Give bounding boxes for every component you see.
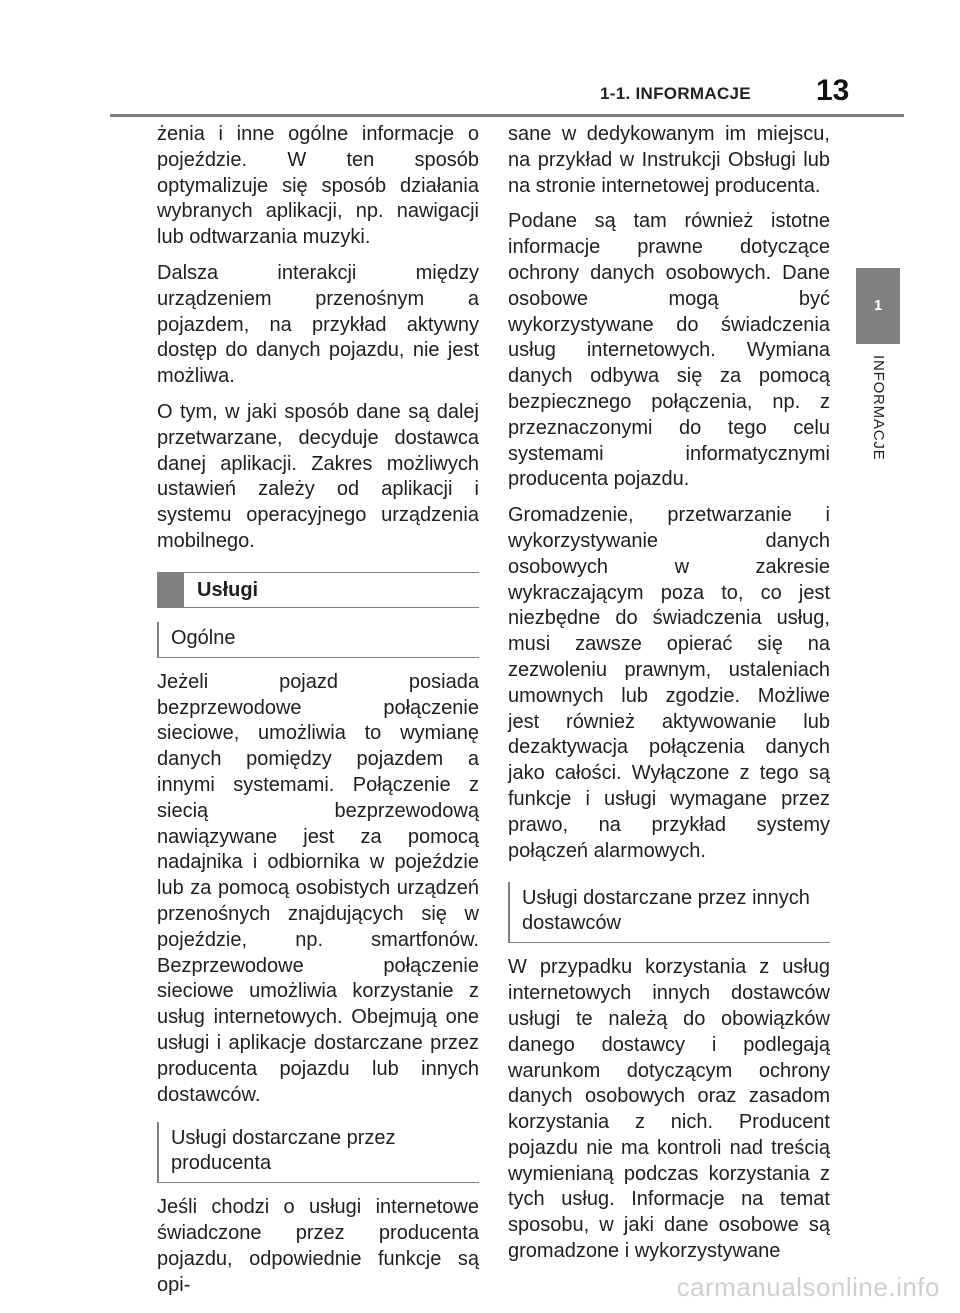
paragraph: Jeśli chodzi o usługi internetowe świadczone przez producenta pojazdu, odpowiednie funkcje są opi- xyxy=(157,1196,479,1296)
subheading: Ogólne xyxy=(157,622,479,658)
section-marker xyxy=(157,572,184,608)
chapter-tab xyxy=(856,268,900,344)
paragraph: O tym, w jaki sposób dane są dalej przetwarzane, decyduje dostawca danej aplikacji. Zakres możliwych ustawień zależy od aplikacji i systemu operacyjnego urządzenia mobilnego. xyxy=(157,400,479,552)
subheading: Usługi dostarczane przez innych dostawców xyxy=(508,882,830,943)
paragraph: sane w dedykowanym im miejscu, na przykład w Instrukcji Obsługi lub na stronie internetowej producenta. xyxy=(508,123,830,197)
chapter-label: INFORMACJE xyxy=(870,355,887,461)
header-divider xyxy=(110,114,904,117)
section-title: Usługi xyxy=(197,578,259,601)
paragraph: Jeżeli pojazd posiada bezprzewodowe połączenie sieciowe, umożliwia to wymianę danych pomiędzy pojazdem a innymi systemami. Połączenie z siecią bezprzewodową nawiązywane jest za pomocą nadajnika i odbiornika w pojeździe lub za pomocą osobistych urządzeń przenośnych znajdujących się w pojeździe, np. smartfonów. Bezprzewodowe połączenie sieciowe umożliwia korzystanie z usług internetowych. Obejmują one usługi i aplikacje dostarczane przez producenta pojazdu lub innych dostawców. xyxy=(157,670,479,1106)
right-column xyxy=(508,122,830,1265)
section-heading-bar xyxy=(157,572,479,608)
paragraph: Dalsza interakcji między urządzeniem przenośnym a pojazdem, na przykład aktywny dostęp do danych pojazdu, nie jest możliwa. xyxy=(157,261,479,388)
page-number: 13 xyxy=(816,74,850,107)
paragraph: żenia i inne ogólne informacje o pojeździe. W ten sposób optymalizuje się sposób działania wybranych aplikacji, np. nawigacji lub odtwarzania muzyki. xyxy=(157,123,479,249)
paragraph: Podane są tam również istotne informacje prawne dotyczące ochrony danych osobowych. Dane osobowe mogą być wykorzystywane do świadczenia usług internetowych. Wymiana danych odbywa się za pomocą bezpiecznego połączenia, np. z przeznaczonymi do tego celu systemami informatycznymi producenta pojazdu. xyxy=(508,210,830,491)
watermark: carmanualsonline.info xyxy=(676,1272,940,1302)
subheading: Usługi dostarczane przez producenta xyxy=(157,1122,479,1183)
running-header-section: 1-1. INFORMACJE xyxy=(600,84,751,103)
chapter-number: 1 xyxy=(873,297,883,314)
paragraph: W przypadku korzystania z usług internetowych innych dostawców usługi te należą do obowiązków danego dostawcy i podlegają warunkom dotyczącym ochrony danych osobowych oraz zasadom korzystania z nich. Producent pojazdu nie ma kontroli nad treścią wymienianą podczas korzystania z tych usług. Informacje na temat sposobu, w jaki dane osobowe są gromadzone i wykorzystywane xyxy=(508,956,830,1263)
left-column xyxy=(157,122,479,1298)
paragraph: Gromadzenie, przetwarzanie i wykorzystywanie danych osobowych w zakresie wykraczającym poza to, co jest niezbędne do świadczenia usług, musi zawsze opierać się na zezwoleniu prawnym, ustaleniach umownych lub zgodzie. Możliwe jest również aktywowanie lub dezaktywacja połączenia danych jako całości. Wyłączone z tego są funkcje i usługi wymagane przez prawo, na przykład systemy połączeń alarmowych. xyxy=(508,504,830,862)
